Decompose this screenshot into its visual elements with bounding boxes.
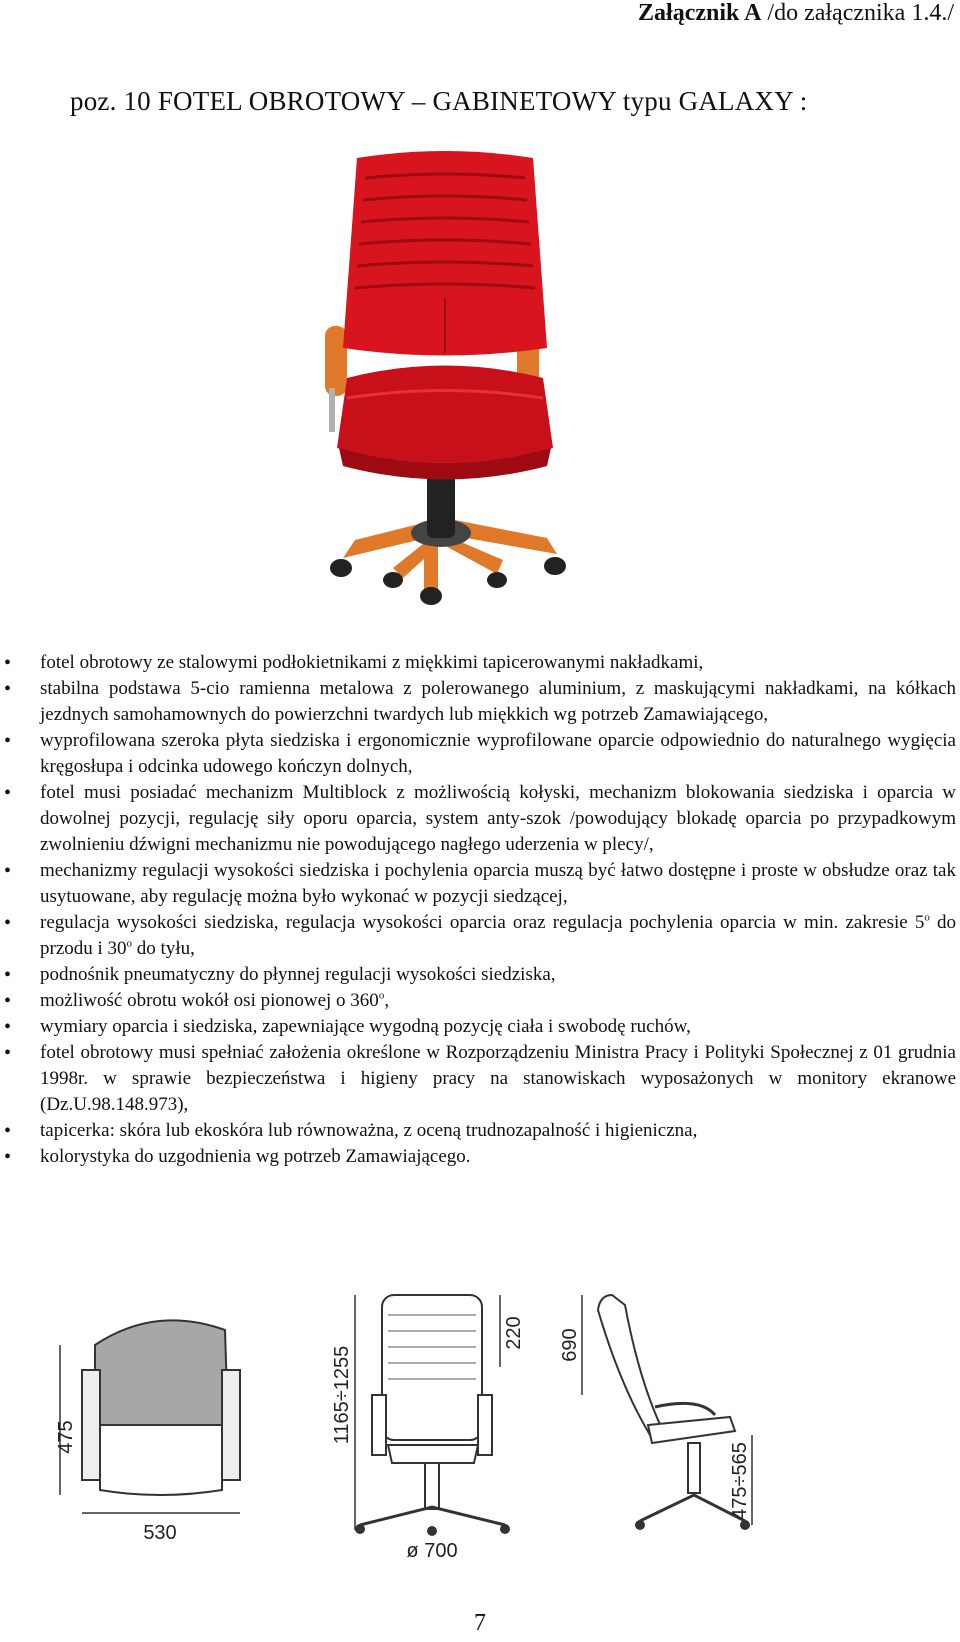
list-item: • wyprofilowana szeroka płyta siedziska i ergonomicznie wyprofilowane oparcie odpowiednio do naturalnego wygięcia kręgosłupa i odcinka udowego kończyn dolnych, (40, 728, 956, 780)
list-item: • tapicerka: skóra lub ekoskóra lub równoważna, z oceną trudnozapalność i higieniczna, (40, 1118, 956, 1144)
dim-headrest: 220 (503, 1316, 525, 1350)
top-view-drawing (55, 1320, 240, 1544)
list-item: • fotel obrotowy musi spełniać założenia określone w Rozporządzeniu Ministra Pracy i Polityki Społecznej z 01 grudnia 1998r. w sprawie bezpieczeństwa i higieny pracy na stanowiskach wyposażonych w monitory ekranowe (Dz.U.98.148.973), (40, 1040, 956, 1118)
list-item: • kolorystyka do uzgodnienia wg potrzeb Zamawiającego. (40, 1144, 956, 1170)
dimension-drawings (0, 1285, 960, 1562)
list-item: • mechanizmy regulacji wysokości siedziska i pochylenia oparcia muszą być łatwo dostępne i proste w obsłudze oraz tak usytuowane, aby regulację można było wykonać w pozycji siedzącej, (40, 858, 956, 910)
page-number: 7 (474, 1610, 486, 1636)
dim-base-diameter: ø 700 (406, 1540, 458, 1562)
degree-superscript: o (924, 911, 930, 924)
dim-seat-width: 530 (143, 1522, 177, 1544)
page-title: poz. 10 FOTEL OBROTOWY – GABINETOWY typu GALAXY : (70, 86, 808, 116)
list-item: • możliwość obrotu wokół osi pionowej o 360$^o$, (40, 988, 956, 1014)
chair-photo (285, 148, 615, 638)
front-view-drawing (331, 1295, 525, 1562)
list-item: • fotel obrotowy ze stalowymi podłokietnikami z miękkimi tapicerowanymi nakładkami, (40, 650, 956, 676)
list-item: • stabilna podstawa 5-cio ramienna metalowa z polerowanego aluminium, z maskującymi nakładkami, na kółkach jezdnych samohamownych do powierzchni twardych lub miękkich wg potrzeb Zamawiającego, (40, 676, 956, 728)
degree-superscript: o (126, 937, 133, 950)
header-annex-ref: /do załącznika 1.4./ (761, 0, 954, 26)
chair-seat (337, 366, 553, 480)
dim-backrest-height: 690 (559, 1328, 581, 1362)
header-annex-label: Załącznik A (638, 0, 762, 26)
list-item: • podnośnik pneumatyczny do płynnej regulacji wysokości siedziska, (40, 962, 956, 988)
degree-superscript: o (378, 989, 385, 1002)
list-item: • wymiary oparcia i siedziska, zapewniające wygodną pozycję ciała i swobodę ruchów, (40, 1014, 956, 1040)
dim-seat-depth: 475 (55, 1420, 77, 1454)
specification-list (40, 650, 956, 1170)
dim-seat-height: 475÷565 (729, 1442, 751, 1520)
chair-base (330, 468, 566, 605)
side-view-drawing (559, 1295, 752, 1530)
header (638, 0, 954, 27)
list-item: • fotel musi posiadać mechanizm Multiblock z możliwością kołyski, mechanizm blokowania siedziska i oparcia w dowolnej pozycji, regulację siły oporu oparcia, system anty-szok /powodujący blokadę oparcia po przypadkowym zwolnieniu dźwigni mechanizmu nie powodującego nagłego uderzenia w plecy/, (40, 780, 956, 858)
list-item: • regulacja wysokości siedziska, regulacja wysokości oparcia oraz regulacja pochylenia oparcia w min. zakresie 5$^o$ do przodu i 30$^o$ do tyłu, (40, 910, 956, 962)
dim-total-height: 1165÷1255 (331, 1345, 353, 1445)
chair-backrest (343, 151, 547, 356)
